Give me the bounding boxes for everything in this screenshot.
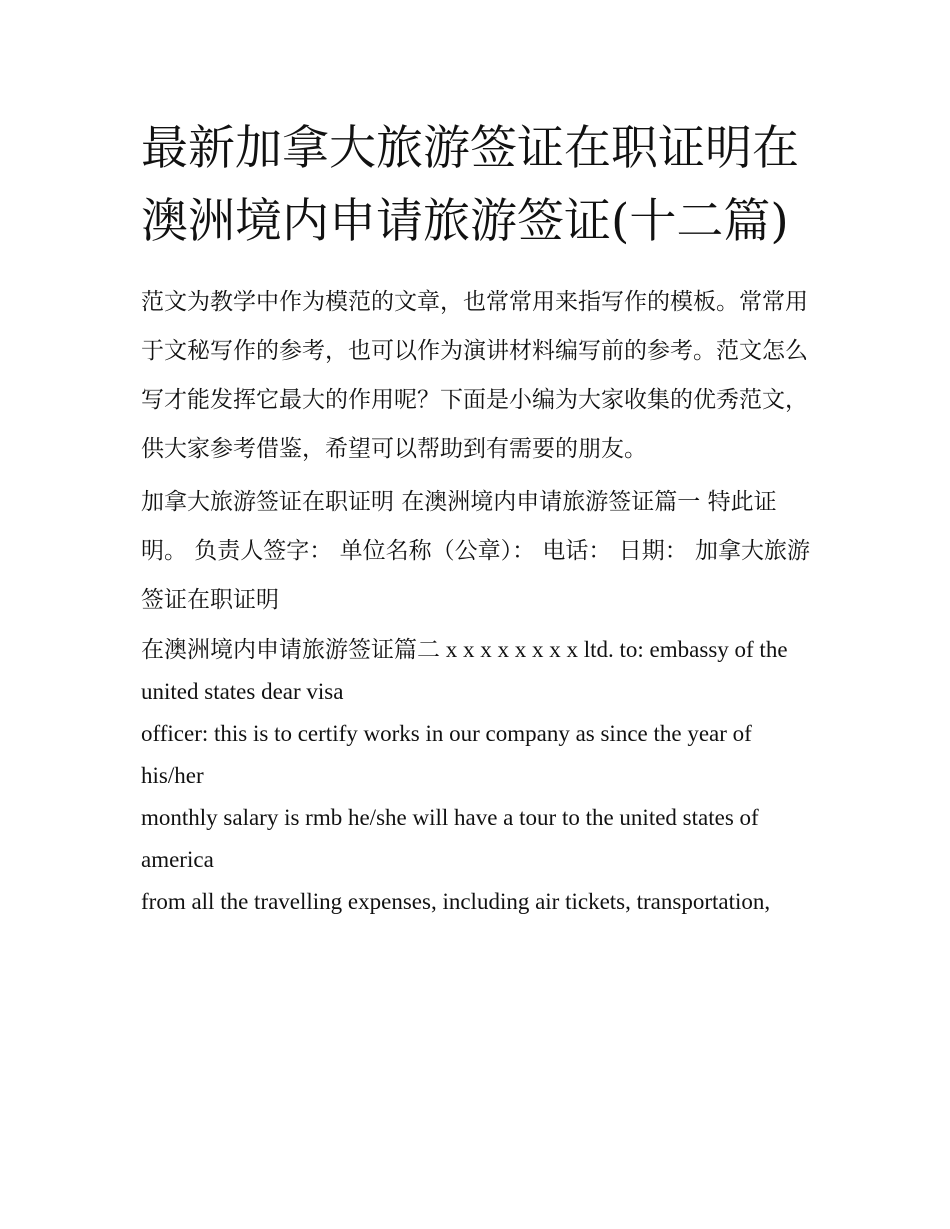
section-two-line: officer: this is to certify works in our company as since the year of his/her bbox=[141, 721, 752, 788]
section-one-paragraph: 加拿大旅游签证在职证明 在澳洲境内申请旅游签证篇一 特此证明。 负责人签字： 单位名称（公章）： 电话： 日期： 加拿大旅游签证在职证明 bbox=[141, 489, 811, 613]
section-two-line: from all the travelling expenses, including air tickets, transportation, bbox=[141, 889, 771, 914]
section-two-block bbox=[141, 629, 816, 923]
section-two-line: monthly salary is rmb he/she will have a tour to the united states of america bbox=[141, 805, 759, 872]
intro-paragraph: 范文为教学中作为模范的文章，也常常用来指写作的模板。常常用于文秘写作的参考，也可以作为演讲材料编写前的参考。范文怎么写才能发挥它最大的作用呢？下面是小编为大家收集的优秀范文，供大家参考借鉴，希望可以帮助到有需要的朋友。 bbox=[141, 289, 808, 462]
section-two-line: 在澳洲境内申请旅游签证篇二 x x x x x x x x ltd. to: embassy of the united states dear visa bbox=[141, 637, 788, 704]
document-title: 最新加拿大旅游签证在职证明在澳洲境内申请旅游签证(十二篇) bbox=[141, 121, 799, 249]
document-page bbox=[141, 112, 816, 923]
